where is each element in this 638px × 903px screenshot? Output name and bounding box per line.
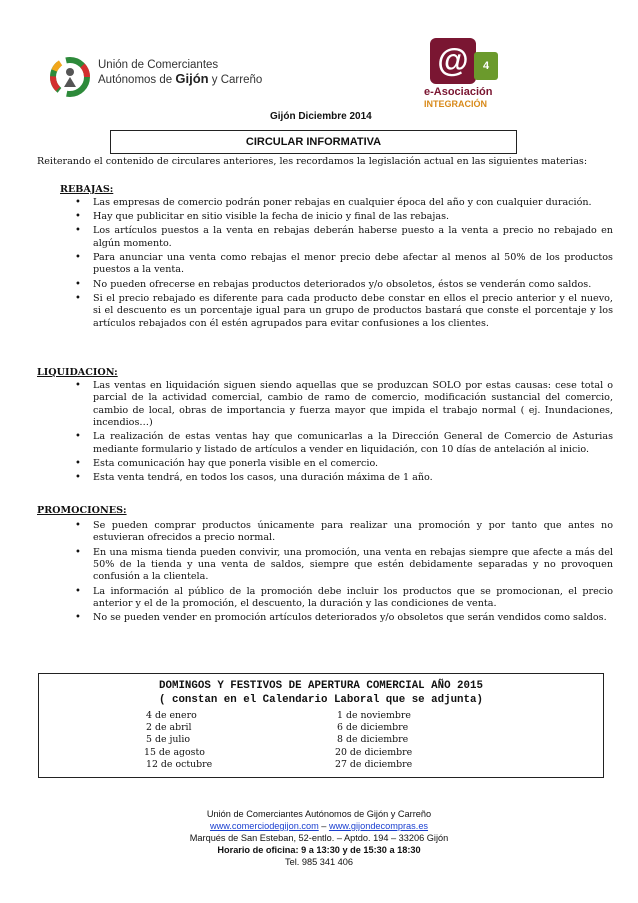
intro-paragraph: Reiterando el contenido de circulares anteriores, les recordamos la legislación actual en las siguientes materias: — [37, 156, 588, 167]
list-item: • Esta venta tendrá, en todos los casos, una duración máxima de 1 año. — [75, 472, 613, 484]
date-item: 20 de diciembre — [335, 746, 413, 758]
e-asociacion-logo — [424, 38, 514, 114]
list-item: • Para anunciar una venta como rebajas el menor precio debe afectar al menos al 50% de los productos puestos a la venta. — [75, 252, 613, 277]
list-item: • La realización de estas ventas hay que comunicarlas a la Dirección General de Comercio de Asturias mediante formulario y listado de artículos a vender en liquidación, con 10 días de antelación al inicio. — [75, 431, 613, 456]
list-item: • Las empresas de comercio podrán poner rebajas en cualquier época del año y con cualquier duración. — [75, 197, 613, 209]
website-link-comerciodegijon[interactable]: www.comerciodegijon.com — [209, 821, 319, 831]
union-logo-line2-bold: Gijón — [175, 71, 209, 86]
date-item: 15 de agosto — [144, 746, 205, 758]
at-sign-icon: @ — [430, 38, 476, 84]
date-item: 12 de octubre — [146, 758, 213, 770]
integracion-label: INTEGRACIÓN — [424, 99, 487, 109]
union-logo-icon — [50, 57, 90, 97]
union-logo-line2-prefix: Autónomos de — [98, 74, 176, 86]
opening-days-title: DOMINGOS Y FESTIVOS DE APERTURA COMERCIAL AÑO 2015 — [159, 680, 483, 692]
list-item: • Los artículos puestos a la venta en rebajas deberán haberse puesto a la venta a precio no rebajado en algún momento. — [75, 225, 613, 250]
list-item: • Esta comunicación hay que ponerla visible en el comercio. — [75, 458, 613, 470]
union-logo-line1: Unión de Comerciantes — [98, 59, 219, 71]
list-item: • La información al público de la promoción debe incluir los productos que se promocionan, el precio anterior y el de la promoción, el descuento, la duración y las condiciones de venta. — [75, 586, 613, 611]
liquidacion-heading: LIQUIDACION: — [37, 367, 118, 378]
e-asociacion-label: e-Asociación — [424, 86, 493, 98]
footer-phone: Tel. 985 341 406 — [285, 857, 353, 867]
document-date: Gijón Diciembre 2014 — [270, 111, 372, 122]
rebajas-heading: REBAJAS: — [60, 184, 114, 195]
list-item: • Si el precio rebajado es diferente para cada producto debe constar en ellos el precio anterior y el nuevo, si el descuento es un porcentaje igual para un grupo de productos bastará que conste el porcentaje y los artículos rebajados con él estén agrupados para evitar confusiones a los clientes. — [75, 293, 613, 330]
badge-four: 4 — [474, 52, 498, 80]
promociones-heading: PROMOCIONES: — [37, 505, 127, 516]
date-item: 4 de enero — [146, 710, 197, 721]
website-link-gijondecompras[interactable]: www.gijondecompras.es — [328, 821, 429, 831]
footer-address: Marqués de San Esteban, 52-entlo. – Aptdo. 194 – 33206 Gijón — [189, 833, 449, 843]
date-item: 5 de julio — [146, 734, 191, 746]
dates-column-right — [335, 710, 412, 771]
union-logo-line2-suffix: y Carreño — [208, 74, 263, 86]
document-title: CIRCULAR INFORMATIVA — [110, 130, 517, 154]
dates-column-left — [144, 710, 212, 771]
footer-websites — [0, 820, 638, 832]
list-item: • En una misma tienda pueden convivir, una promoción, una venta en rebajas siempre que afecte a más del 50% de la tienda y una venta de saldos, siempre que estén debidamente separadas y no provoquen confusión a la clientela. — [75, 547, 613, 584]
list-item: • No se pueden vender en promoción artículos deteriorados y/o obsoletos que serán vendidos como saldos. — [75, 612, 613, 624]
footer — [0, 808, 638, 868]
union-logo-text — [98, 59, 262, 87]
list-item: • Se pueden comprar productos únicamente para realizar una promoción y por tanto que antes no estuvieran ofrecidos a precio normal. — [75, 520, 613, 545]
date-item: 8 de diciembre — [337, 734, 409, 746]
footer-separator: – — [318, 821, 329, 831]
date-item: 1 de noviembre — [337, 710, 411, 721]
date-item: 6 de diciembre — [337, 722, 409, 734]
list-item: • No pueden ofrecerse en rebajas productos deteriorados y/o obsoletos, éstos se venderán como saldos. — [75, 279, 613, 291]
opening-days-box — [38, 673, 604, 778]
list-item: • Hay que publicitar en sitio visible la fecha de inicio y final de las rebajas. — [75, 211, 613, 223]
liquidacion-list — [75, 380, 613, 486]
list-item: • Las ventas en liquidación siguen siendo aquellas que se produzcan SOLO por estas causas: cese total o parcial de la actividad comercial, cambio de ramo de comercio, modificación sustancial del comercio, cambio de local, obras de importancia y fuerza mayor que impida el trabajo normal ( ej. Inundaciones, incendios…) — [75, 380, 613, 430]
rebajas-list — [75, 197, 613, 332]
opening-days-subtitle: ( constan en el Calendario Laboral que se adjunta) — [159, 694, 483, 706]
promociones-list — [75, 520, 613, 626]
footer-hours: Horario de oficina: 9 a 13:30 y de 15:30 a 18:30 — [217, 845, 421, 855]
date-item: 2 de abril — [146, 722, 192, 734]
footer-org: Unión de Comerciantes Autónomos de Gijón y Carreño — [206, 809, 432, 819]
date-item: 27 de diciembre — [335, 758, 413, 770]
union-comerciantes-logo — [50, 55, 280, 97]
